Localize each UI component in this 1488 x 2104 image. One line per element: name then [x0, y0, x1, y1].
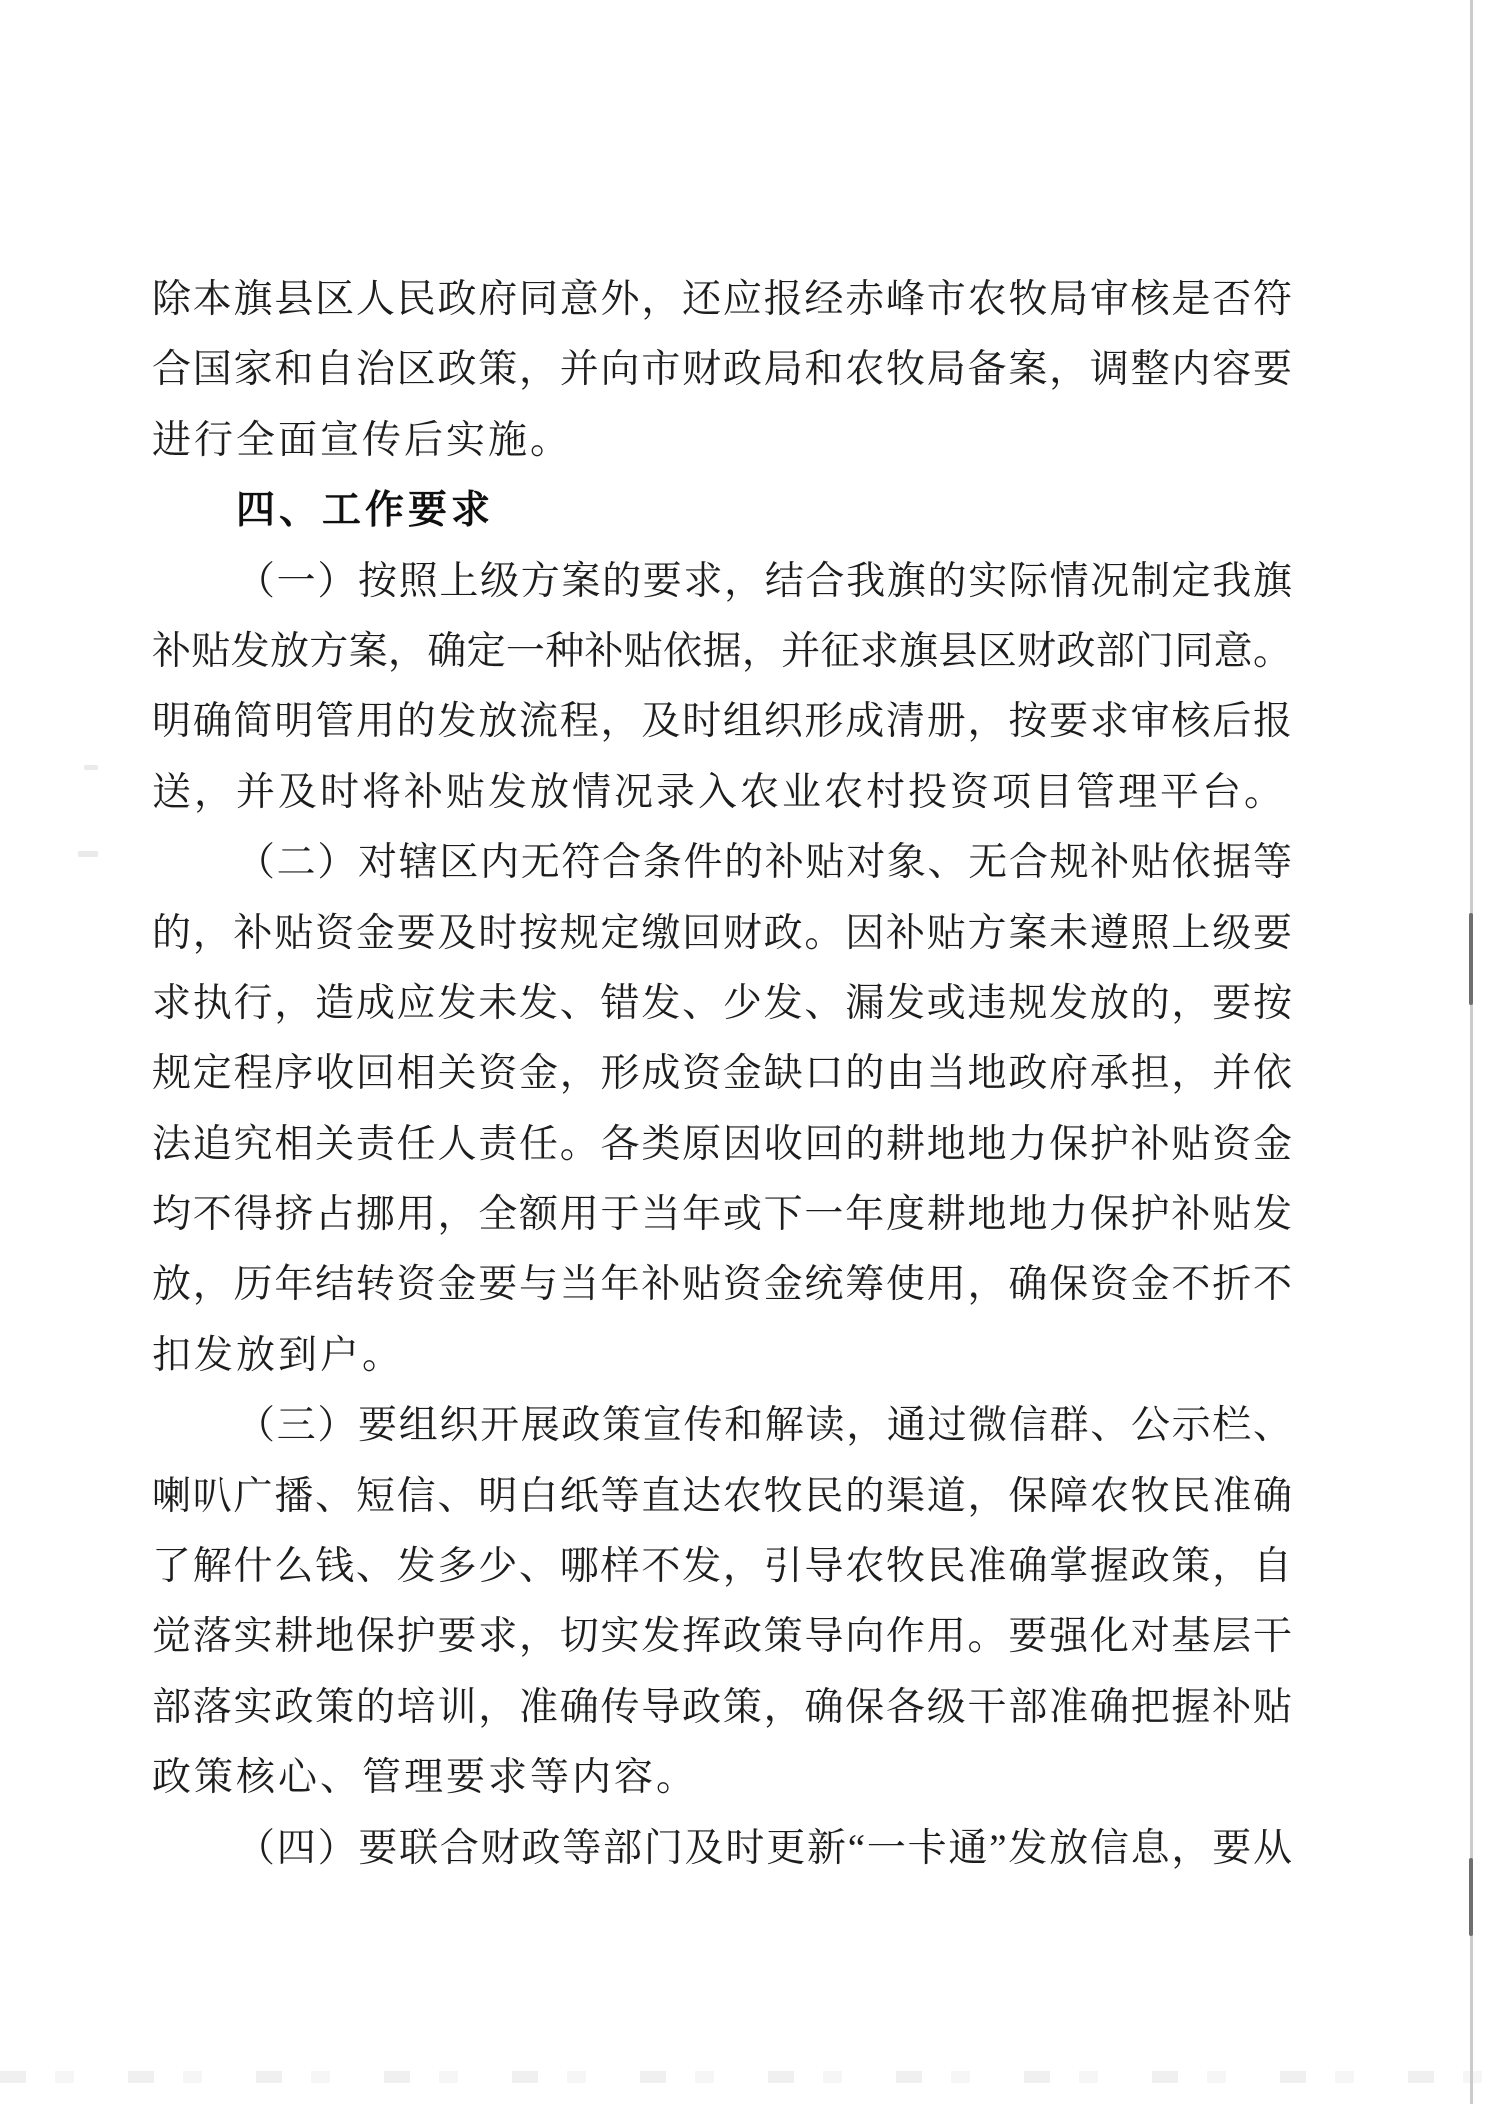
margin-smudge: [78, 851, 98, 857]
text-line: 法追究相关责任人责任。各类原因收回的耕地地力保护补贴资金: [152, 1122, 1292, 1166]
text-line: 规定程序收回相关资金，形成资金缺口的由当地政府承担，并依: [152, 1052, 1292, 1096]
text-line: （一）按照上级方案的要求，结合我旗的实际情况制定我旗: [236, 559, 1292, 603]
text-line: 除本旗县区人民政府同意外，还应报经赤峰市农牧局审核是否符: [152, 278, 1292, 321]
text-line: 补贴发放方案，确定一种补贴依据，并征求旗县区财政部门同意。: [152, 629, 1292, 673]
text-line: 合国家和自治区政策，并向市财政局和农牧局备案，调整内容要: [152, 348, 1292, 392]
text-line: 明确简明管用的发放流程，及时组织形成清册，按要求审核后报: [152, 700, 1292, 744]
text-line: 送，并及时将补贴发放情况录入农业农村投资项目管理平台。: [152, 770, 1287, 814]
text-line: （三）要组织开展政策宣传和解读，通过微信群、公示栏、: [236, 1404, 1292, 1448]
margin-smudge: [84, 765, 98, 770]
text-line: 觉落实耕地保护要求，切实发挥政策导向作用。要强化对基层干: [152, 1615, 1292, 1659]
text-line: 求执行，造成应发未发、错发、少发、漏发或违规发放的，要按: [152, 981, 1292, 1025]
text-line: 的，补贴资金要及时按规定缴回财政。因补贴方案未遵照上级要: [152, 911, 1292, 955]
text-line: 扣发放到户。: [152, 1333, 405, 1377]
scan-bottom-noise-band: [0, 2071, 1488, 2083]
scan-edge-line: [1470, 0, 1473, 2104]
scan-edge-dark-segment: [1469, 913, 1473, 1005]
text-line: 部落实政策的培训，准确传导政策，确保各级干部准确把握补贴: [152, 1685, 1292, 1729]
text-line: 进行全面宣传后实施。: [152, 418, 573, 462]
text-line: 均不得挤占挪用，全额用于当年或下一年度耕地地力保护补贴发: [152, 1193, 1292, 1237]
text-line: 喇叭广播、短信、明白纸等直达农牧民的渠道，保障农牧民准确: [152, 1474, 1292, 1518]
document-text-block: [152, 265, 1292, 1884]
section-heading: 四、工作要求: [236, 489, 495, 533]
text-line: （四）要联合财政等部门及时更新“一卡通”发放信息，要从: [236, 1826, 1292, 1870]
text-line: 政策核心、管理要求等内容。: [152, 1756, 699, 1800]
text-line: （二）对辖区内无符合条件的补贴对象、无合规补贴依据等: [236, 841, 1292, 885]
text-line: 了解什么钱、发多少、哪样不发，引导农牧民准确掌握政策，自: [152, 1545, 1292, 1589]
text-line: 放，历年结转资金要与当年补贴资金统筹使用，确保资金不折不: [152, 1263, 1292, 1307]
scan-edge-dark-segment: [1469, 1858, 1473, 1936]
